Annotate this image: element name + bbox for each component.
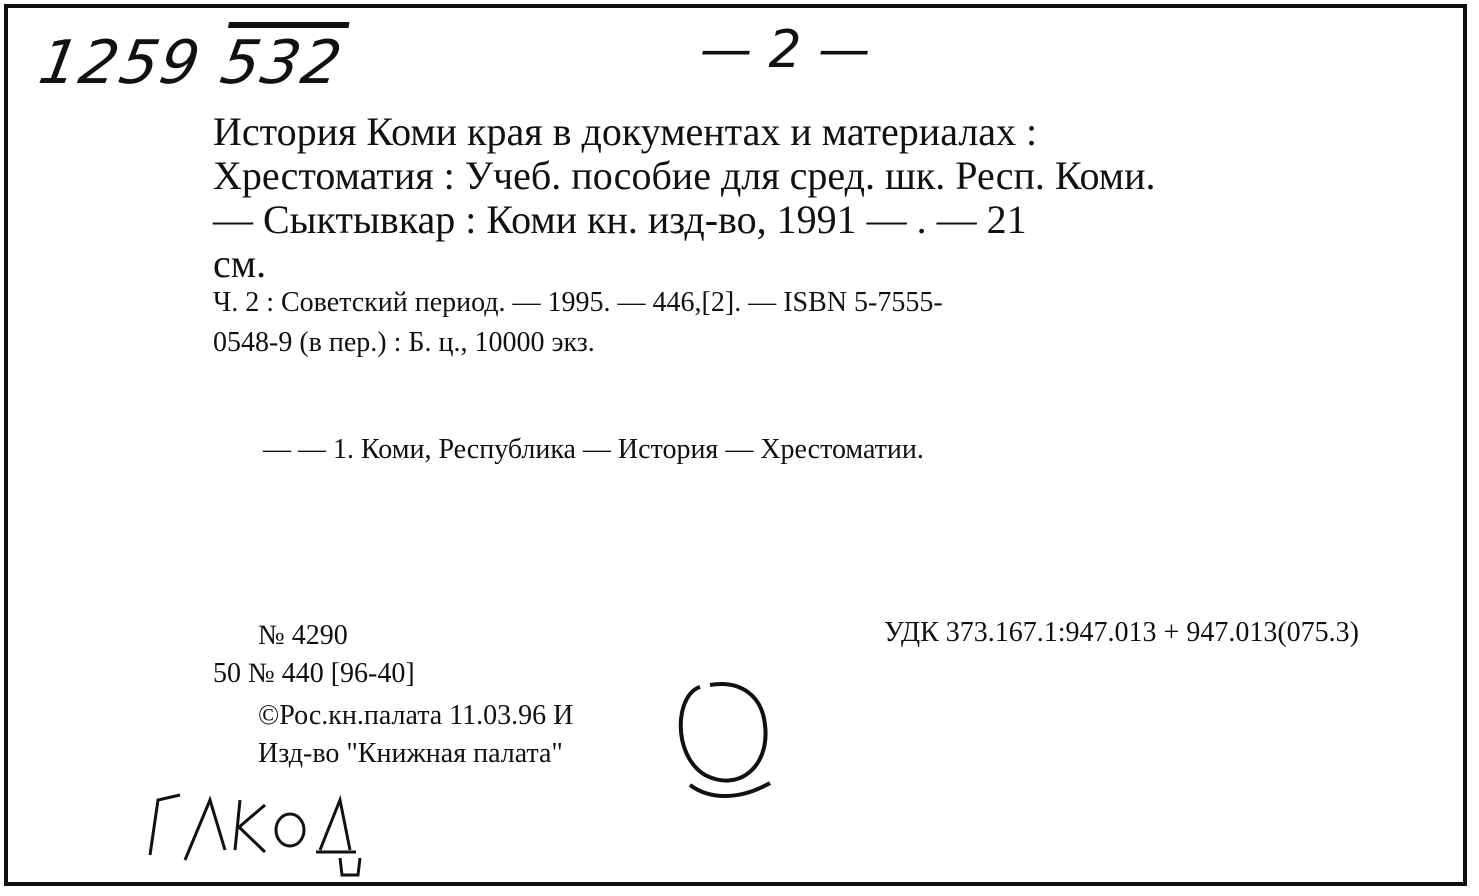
part-description (213, 283, 1358, 363)
title-line: История Коми края в документах и материалах : (213, 109, 1038, 154)
page-marker: — 2 — (700, 20, 871, 80)
udk-classification: УДК 373.167.1:947.013 + 947.013(075.3) (884, 617, 1359, 648)
inventory-number-sub: 532 (215, 28, 349, 98)
number-line: 50 № 440 [96-40] (213, 658, 415, 689)
subject-heading: — — 1. Коми, Республика — История — Хрестоматии. (263, 434, 924, 465)
copyright-line: Изд-во "Книжная палата" (258, 738, 563, 769)
part-line: 0548-9 (в пер.) : Б. ц., 10000 экз. (213, 327, 595, 358)
copyright-line: ©Рос.кн.палата 11.03.96 И (258, 700, 574, 731)
stamp-circle-icon (670, 675, 780, 805)
inventory-number-main: 1259 (33, 28, 207, 98)
title-line: см. (213, 241, 267, 286)
title-line: Хрестоматия : Учеб. пособие для сред. шк. Респ. Коми. (213, 153, 1156, 198)
inventory-number (34, 28, 349, 98)
title-line: — Сыктывкар : Коми кн. изд-во, 1991 — . — 21 (213, 197, 1027, 242)
copyright-block (258, 697, 573, 773)
handwritten-signature-icon (140, 780, 400, 880)
part-line: Ч. 2 : Советский период. — 1995. — 446,[2]. — ISBN 5-7555- (213, 287, 943, 318)
number-line: № 4290 (258, 620, 348, 651)
card-numbers (213, 617, 415, 693)
bibliographic-title (213, 110, 1358, 286)
